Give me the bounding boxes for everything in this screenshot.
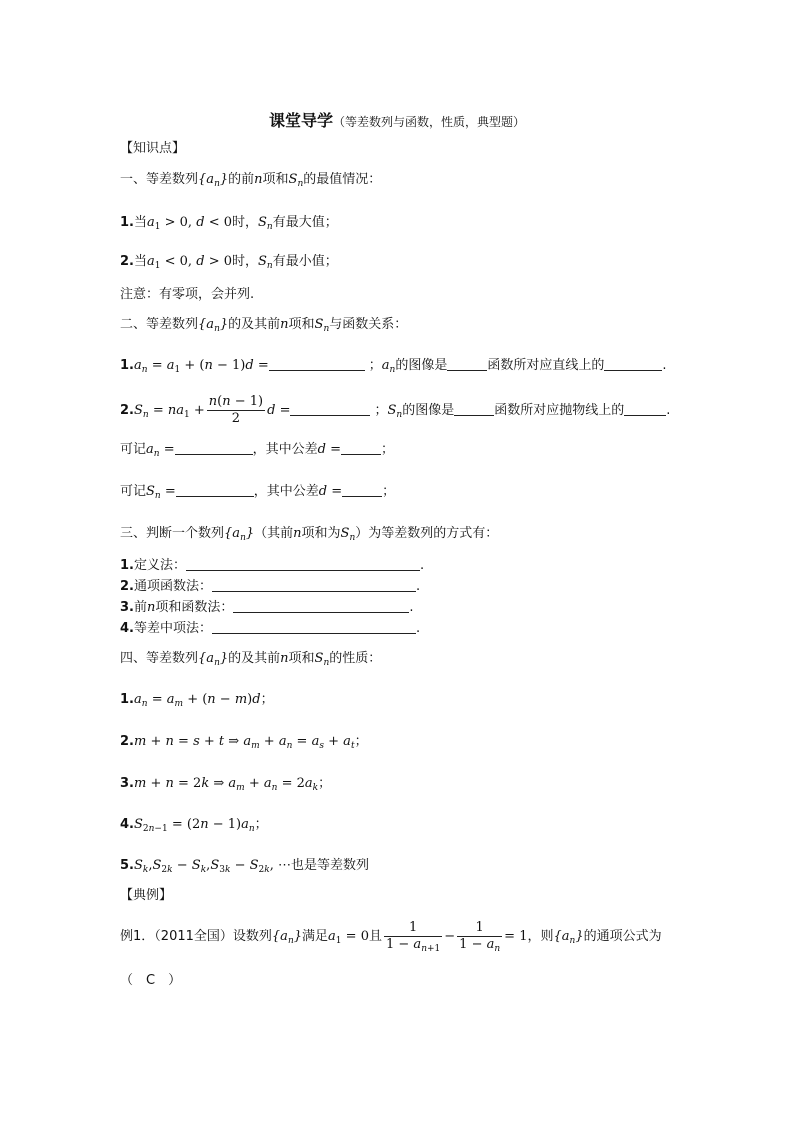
example-header: 【典例】 — [120, 888, 173, 903]
section4-heading: 四、等差数列$\{a_n\}$的及其前n项和$S_n$的性质： — [120, 651, 382, 668]
section2-item2: $2.S_n = na_1$ + $\frac{n(n - 1)}{2}$ d = ；$S_n$的图像是 函数所对应抛物线上的 . — [120, 394, 671, 426]
section4-item4: $4.S_{2n-1} = (2n - 1)a_n$； — [120, 817, 268, 834]
knowledge-header: 【知识点】 — [120, 141, 186, 156]
example1: 例1．（2011全国）设数列$\{a_n\}$满足$a_1 = 0$且 $\frac{1}{1 - a_{n+1}}$ − $\frac{1}{1 - a_n}$ = 1，则$\{a_n\}$的通项公式为 — [120, 920, 662, 954]
section1-heading: 一、等差数列$\{a_n\}$的前n项和$S_n$的最值情况： — [120, 172, 382, 189]
section3-method2: 2.通项函数法： . — [120, 579, 421, 594]
section3-method3: 3.前n项和函数法： . — [120, 600, 414, 615]
section3-method4: 4.等差中项法： . — [120, 621, 421, 636]
example1-answer: （ C ） — [120, 973, 182, 988]
section1-note: 注意：有零项，会并列. — [120, 287, 255, 302]
section4-item1: $1.a_n = a_m + (n - m)d$； — [120, 692, 274, 709]
section4-item2: 2.m + n = s + t ⇒ $a_m + a_n = a_s + a_t$； — [120, 734, 368, 751]
page-title — [0, 108, 794, 131]
section2-note2: 可记$S_n$ = ，其中公差d = ； — [120, 484, 396, 501]
section2-heading: 二、等差数列$\{a_n\}$的及其前n项和$S_n$与函数关系： — [120, 317, 408, 334]
title-main: 课堂导学 — [268, 111, 333, 130]
section3-method1: 1.定义法： . — [120, 558, 425, 573]
section3-heading: 三、判断一个数列$\{a_n\}$（其前n项和为$S_n$）为等差数列的方式有： — [120, 526, 499, 543]
section2-item1: $1.a_n = a_1 + (n - 1)d$ = ；$a_n$的图像是 函数所对应直线上的 . — [120, 358, 667, 375]
section1-item2: 2.当$a_1 < 0$, d > 0时，$S_n$有最小值； — [120, 254, 338, 271]
section4-item3: 3.m + n = 2k ⇒ $a_m + a_n = 2a_k$； — [120, 776, 332, 793]
section4-item5: $5.S_k,S_{2k} - S_k,S_{3k} - S_{2k}$, ⋯也是等差数列 — [120, 858, 369, 875]
section2-note1: 可记$a_n$ = ，其中公差d = ； — [120, 442, 395, 459]
title-sub: （等差数列与函数，性质，典型题） — [333, 115, 526, 129]
section1-item1: 1.当$a_1 > 0$, d < 0时，$S_n$有最大值； — [120, 215, 338, 232]
